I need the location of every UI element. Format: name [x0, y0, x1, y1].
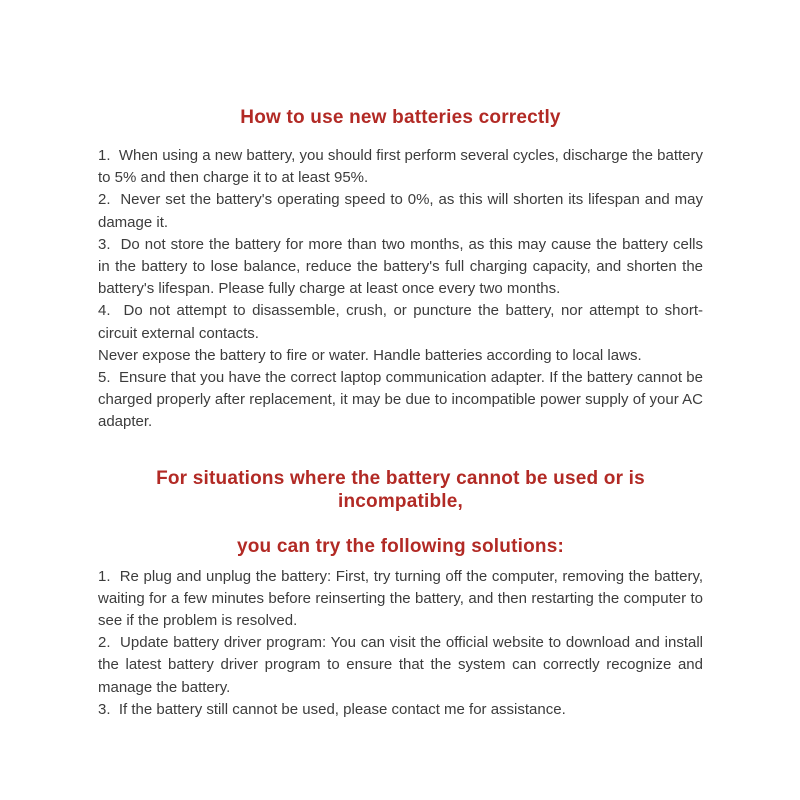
section2-solutions: [98, 566, 708, 721]
instruction-note-fire-water: Never expose the battery to fire or water. Handle batteries according to local laws.: [98, 346, 642, 364]
instruction-item-2: 2. Never set the battery's operating speed to 0%, as this will shorten its lifespan and may damage it.: [98, 191, 708, 231]
section1-instructions: [98, 145, 708, 434]
instruction-item-5: 5. Ensure that you have the correct laptop communication adapter. If the battery cannot be charged properly after replacement, it may be due to incompatible power supply of your AC adapter.: [98, 369, 708, 431]
solution-item-2: 2. Update battery driver program: You can visit the official website to download and install the latest battery driver program to ensure that the system can correctly recognize and manage the battery.: [98, 634, 708, 696]
solution-item-3: 3. If the battery still cannot be used, please contact me for assistance.: [98, 700, 566, 718]
solution-item-1: 1. Re plug and unplug the battery: First, try turning off the computer, removing the battery, waiting for a few minutes before reinserting the battery, and then restarting the computer to see if the problem is resolved.: [98, 567, 708, 630]
instruction-item-3: 3. Do not store the battery for more than two months, as this may cause the battery cells in the battery to lose balance, reduce the battery's full charging capacity, and shorten the battery's lifespan. Please fully charge at least once every two months.: [98, 235, 708, 298]
section2-title-line2: you can try the following solutions:: [236, 535, 565, 557]
section1-title: How to use new batteries correctly: [240, 107, 561, 128]
instruction-item-1: 1. When using a new battery, you should first perform several cycles, discharge the battery to 5% and then charge it to at least 95%.: [98, 147, 708, 187]
instruction-item-4: 4. Do not attempt to disassemble, crush, or puncture the battery, nor attempt to short-circuit external contacts.: [98, 302, 703, 342]
section2-title-line1: For situations where the battery cannot be used or is incompatible,: [156, 467, 645, 512]
instruction-sheet: [98, 106, 708, 721]
